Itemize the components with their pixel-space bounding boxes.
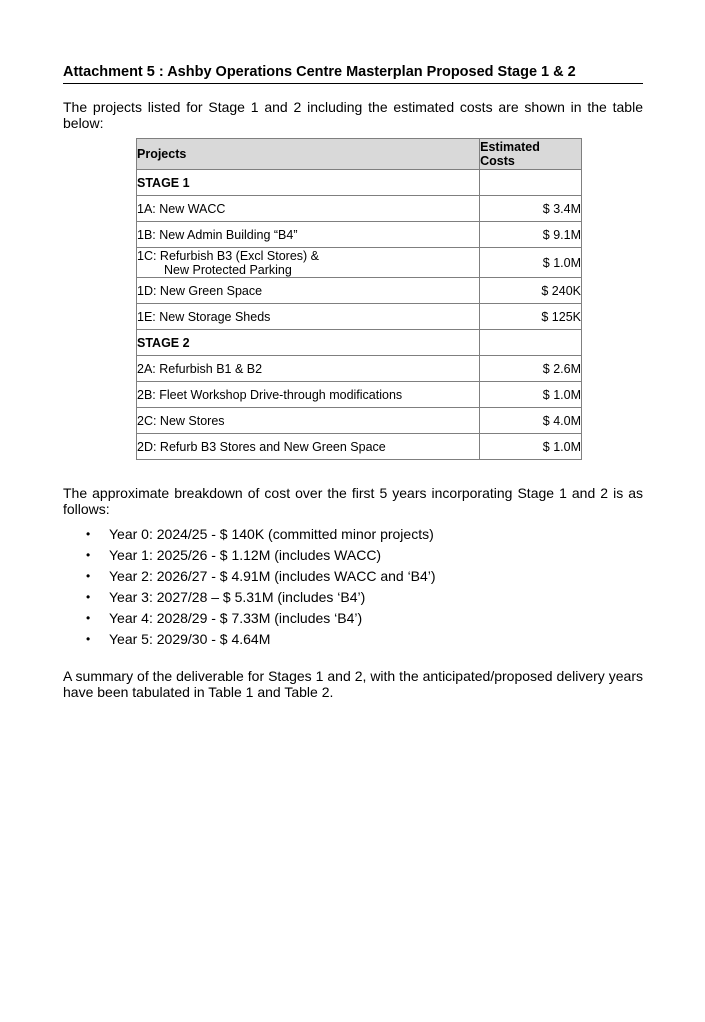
year-text: Year 1: 2025/26 - $ 1.12M (includes WACC) [109,547,382,563]
project-name: 2A: Refurbish B1 & B2 [137,356,480,382]
year-text: Year 2: 2026/27 - $ 4.91M (includes WACC and ‘B4’) [109,568,436,584]
stage-2-cost-empty [480,330,582,356]
bullet-icon: • [86,632,91,646]
header-projects: Projects [137,139,480,170]
project-cost: $ 3.4M [480,196,582,222]
table-row [137,278,582,304]
document-title: Attachment 5 : Ashby Operations Centre Masterplan Proposed Stage 1 & 2 [63,63,643,84]
table-row [137,196,582,222]
list-item [63,545,436,566]
project-name: 2C: New Stores [137,408,480,434]
table-row [137,222,582,248]
year-text: Year 4: 2028/29 - $ 7.33M (includes ‘B4’) [109,610,363,626]
project-name: 2D: Refurb B3 Stores and New Green Space [137,434,480,460]
bullet-icon: • [86,590,91,604]
project-cost: $ 1.0M [480,434,582,460]
project-cost: $ 1.0M [480,248,582,278]
list-item [63,629,436,650]
year-text: Year 3: 2027/28 – $ 5.31M (includes ‘B4’) [109,589,366,605]
table-header-row [137,139,582,170]
project-cost: $ 4.0M [480,408,582,434]
yearly-cost-list [63,524,436,650]
project-name-line2: New Protected Parking [164,262,292,277]
project-name [137,248,480,278]
project-name: 2B: Fleet Workshop Drive-through modifications [137,382,480,408]
project-name: 1D: New Green Space [137,278,480,304]
stage-2-row [137,330,582,356]
year-text: Year 0: 2024/25 - $ 140K (committed minor projects) [109,526,434,542]
bullet-icon: • [86,611,91,625]
project-cost: $ 240K [480,278,582,304]
project-cost: $ 9.1M [480,222,582,248]
table-row [137,408,582,434]
project-cost: $ 125K [480,304,582,330]
header-estimated-costs [480,139,582,170]
project-name: 1E: New Storage Sheds [137,304,480,330]
header-costs-line1: Estimated [480,140,540,154]
table-row [137,356,582,382]
project-name: 1A: New WACC [137,196,480,222]
stage-2-label: STAGE 2 [137,330,480,356]
list-item [63,524,436,545]
year-text: Year 5: 2029/30 - $ 4.64M [109,631,271,647]
bullet-icon: • [86,569,91,583]
project-name: 1B: New Admin Building “B4” [137,222,480,248]
table-row [137,248,582,278]
breakdown-paragraph: The approximate breakdown of cost over the first 5 years incorporating Stage 1 and 2 is as follows: [63,485,643,517]
bullet-icon: • [86,527,91,541]
project-name-line1: 1C: Refurbish B3 (Excl Stores) & [137,248,320,263]
project-cost: $ 2.6M [480,356,582,382]
stage-1-row [137,170,582,196]
projects-cost-table [136,138,582,460]
intro-paragraph: The projects listed for Stage 1 and 2 including the estimated costs are shown in the table below: [63,99,643,131]
header-costs-line2: Costs [480,154,515,168]
bullet-icon: • [86,548,91,562]
project-cost: $ 1.0M [480,382,582,408]
stage-1-label: STAGE 1 [137,170,480,196]
list-item [63,587,436,608]
table-row [137,382,582,408]
list-item [63,566,436,587]
stage-1-cost-empty [480,170,582,196]
table-row [137,434,582,460]
list-item [63,608,436,629]
table-row [137,304,582,330]
summary-paragraph: A summary of the deliverable for Stages 1 and 2, with the anticipated/proposed delivery years have been tabulated in Table 1 and Table 2. [63,668,643,700]
